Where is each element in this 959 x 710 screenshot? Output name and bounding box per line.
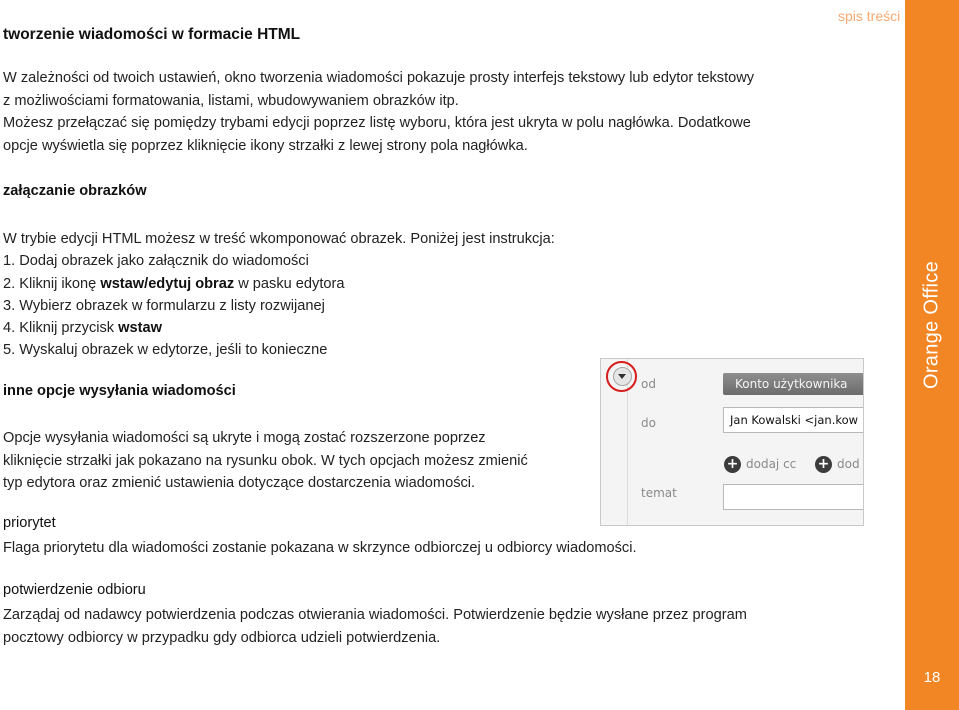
compose-header-screenshot <box>600 358 864 526</box>
receipt-line: Zarządaj od nadawcy potwierdzenia podczas otwierania wiadomości. Potwierdzenie będzie wysłane przez program <box>3 607 747 623</box>
page-number: 18 <box>923 669 941 686</box>
page-title: tworzenie wiadomości w formacie HTML <box>3 26 301 43</box>
send-options-line: Opcje wysyłania wiadomości są ukryte i mogą zostać rozszerzone poprzez <box>3 430 486 446</box>
to-field[interactable]: Jan Kowalski <jan.kow <box>723 407 864 433</box>
section-title-send-options: inne opcje wysyłania wiadomości <box>3 383 236 399</box>
expand-options-icon[interactable] <box>613 367 632 386</box>
subject-field[interactable] <box>723 484 864 510</box>
add-other-icon[interactable]: + <box>815 456 832 473</box>
intro-paragraph <box>3 67 833 157</box>
step-item: 1. Dodaj obrazek jako załącznik do wiadomości <box>3 253 309 270</box>
priority-text: Flaga priorytetu dla wiadomości zostanie pokazana w skrzynce odbiorczej u odbiorcy wiadomości. <box>3 540 637 556</box>
add-other-link[interactable]: dod <box>837 457 860 471</box>
step-item: 5. Wyskaluj obrazek w edytorze, jeśli to konieczne <box>3 342 328 359</box>
images-instructions <box>3 228 555 362</box>
brand-sidebar <box>905 0 959 710</box>
account-button[interactable]: Konto użytkownika <box>723 373 864 395</box>
add-cc-link[interactable]: dodaj cc <box>746 457 797 471</box>
toc-link[interactable]: spis treści <box>838 8 901 24</box>
brand-label: Orange Office <box>920 260 943 390</box>
section-title-images: załączanie obrazków <box>3 183 147 199</box>
intro-line: opcje wyświetla się poprzez kliknięcie ikony strzałki z lewej strony pola nagłówka. <box>3 137 528 154</box>
receipt-line: pocztowy odbiorcy w przypadku gdy odbiorca udzieli potwierdzenia. <box>3 629 441 646</box>
step-item: 4. Kliknij przycisk wstaw <box>3 320 162 337</box>
add-cc-icon[interactable]: + <box>724 456 741 473</box>
intro-line: Możesz przełączać się pomiędzy trybami edycji poprzez listę wyboru, która jest ukryta w polu nagłówka. Dodatkowe <box>3 115 751 132</box>
step-item: 2. Kliknij ikonę wstaw/edytuj obraz w pasku edytora <box>3 275 345 292</box>
instructions-intro: W trybie edycji HTML możesz w treść wkomponować obrazek. Poniżej jest instrukcja: <box>3 231 555 247</box>
intro-line: W zależności od twoich ustawień, okno tworzenia wiadomości pokazuje prosty interfejs tekstowy lub edytor tekstowy <box>3 70 755 86</box>
to-label: do <box>641 416 656 430</box>
section-title-priority: priorytet <box>3 515 56 531</box>
receipt-paragraph <box>3 604 833 649</box>
from-label: od <box>641 377 656 391</box>
send-options-line: typ edytora oraz zmienić ustawienia dotyczące dostarczenia wiadomości. <box>3 475 476 492</box>
subject-label: temat <box>641 486 677 500</box>
send-options-paragraph <box>3 427 593 495</box>
intro-line: z możliwościami formatowania, listami, wbudowywaniem obrazków itp. <box>3 92 459 109</box>
send-options-line: kliknięcie strzałki jak pokazano na rysunku obok. W tych opcjach możesz zmienić <box>3 452 528 469</box>
step-item: 3. Wybierz obrazek w formularzu z listy rozwijanej <box>3 297 325 314</box>
section-title-receipt: potwierdzenie odbioru <box>3 582 146 598</box>
